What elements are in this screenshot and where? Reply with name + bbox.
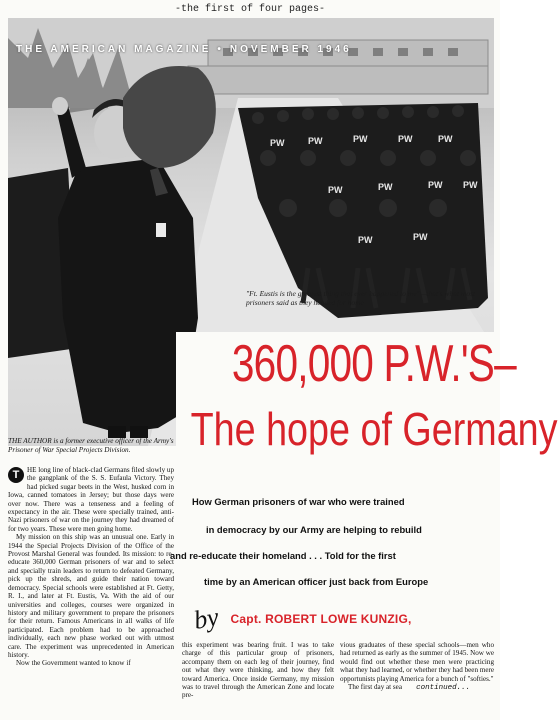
body-paragraph: T HE long line of black-clad Germans filed slowly up the gangplank of the S. S. Eufaula Victory. They had picked sugar beets in the West, husked corn in Iowa, canned tomatoes in Jersey; but those days were over now. There was a tenseness and a feeling of expectancy in the air. These were specially trained, anti-Nazi prisoners of war on the journey they had dreamed of for two years. These were men going home. — [8, 466, 174, 533]
body-paragraph: The first day at sea continued... — [348, 683, 471, 693]
body-paragraph: this experiment was bearing fruit. I was to take charge of this particular group of prisoners, accompany them on each leg of their journey, find out what they were thinking, and how they felt toward America. Once inside Germany, my mission was to travel through the American Zone and locate pre- — [182, 641, 334, 700]
byline-by: by — [191, 602, 221, 635]
pw-marking: PW — [428, 180, 443, 190]
pw-marking: PW — [308, 136, 323, 146]
issue-date: NOVEMBER 1946 — [229, 44, 352, 55]
pw-marking: PW — [358, 235, 373, 245]
pw-marking: PW — [463, 180, 478, 190]
deck-line: in democracy by our Army are helping to rebuild — [206, 524, 422, 535]
body-paragraph: vious graduates of these special schools—men who had returned as early as the summer of 1945. Now we would find out whether these men were practicing what they had learned, or whether they had been mere opportunists playing America for a bunch of "softies." — [340, 641, 494, 683]
pw-marking: PW — [353, 134, 368, 144]
magazine-name: THE AMERICAN MAGAZINE — [16, 44, 212, 55]
pw-marking: PW — [398, 134, 413, 144]
masthead-separator: • — [217, 44, 224, 55]
deck-line: and re-educate their homeland . . . Told for the first — [170, 550, 396, 561]
body-column-left — [8, 466, 174, 668]
headline-number: 360,000 P.W.'S– — [231, 335, 516, 393]
pw-marking: PW — [413, 232, 428, 242]
headline-title: The hope of Germany — [190, 403, 558, 455]
body-column-middle — [182, 641, 334, 700]
continued-note: continued... — [416, 684, 471, 693]
typed-page-note: -the first of four pages- — [174, 4, 326, 15]
pw-marking: PW — [270, 138, 285, 148]
drop-cap: T — [8, 467, 24, 483]
pw-marking: PW — [438, 134, 453, 144]
body-column-right — [340, 641, 494, 692]
byline — [191, 602, 494, 635]
body-paragraph: Now the Government wanted to know if — [16, 659, 131, 668]
pw-marking: PW — [378, 182, 393, 192]
photo-caption: "Ft. Eustis is the greatest thing that ever happened to me"—that's what most prisoners said as they headed for home — [246, 289, 476, 307]
byline-author: Capt. ROBERT LOWE KUNZIG, — [230, 612, 412, 626]
pw-marking: PW — [328, 185, 343, 195]
author-note: THE AUTHOR is a former executive officer of the Army's Prisoner of War Special Projects Division. — [8, 437, 174, 454]
deck-line: time by an American officer just back from Europe — [204, 576, 429, 587]
body-paragraph: My mission on this ship was an unusual one. Early in 1944 the Special Projects Division of the Office of the Provost Marshal General was founded. Its mission: to re-educate 360,000 German prisoners of war and to select and specially train leaders to return to defeated Germany, pick up the shreds, and guide their nation toward democracy. Special schools were established at Ft. Getty, R. I., and later at Ft. Eustis, Va. With the aid of our universities and colleges, courses were organized in history and military government to prepare the prisoners for their return. Famous Americans in all walks of life participated. Each problem had to be approached individually, each new phase worked out with utmost care. The experiment was unprecedented in American history. — [8, 533, 174, 659]
masthead — [16, 44, 492, 55]
deck-line: How German prisoners of war who were trained — [192, 496, 405, 507]
